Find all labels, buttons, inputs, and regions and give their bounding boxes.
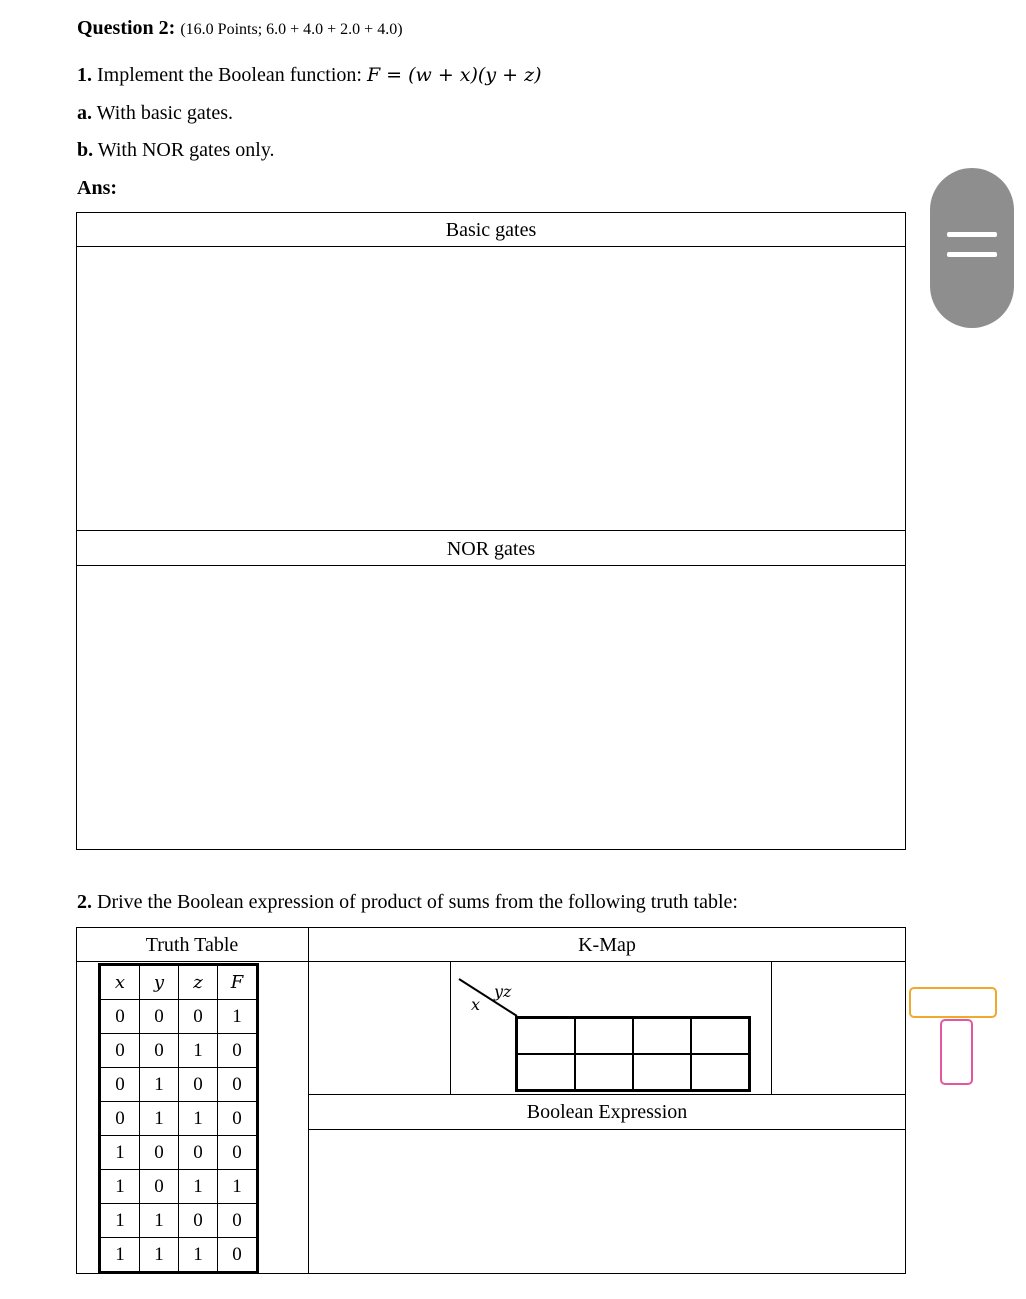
table-cell: 1 [140,1068,179,1102]
nor-gates-answer-area[interactable] [77,566,905,849]
table-cell: 1 [140,1204,179,1238]
table-row [100,1136,258,1170]
part1-a-label: a. [77,102,92,124]
part1-b-text: With NOR gates only. [97,139,275,161]
part1-b-label: b. [77,139,94,161]
kmap-header: K-Map [578,934,636,956]
scroll-handle[interactable] [930,168,1014,328]
table-cell: 0 [179,1000,218,1034]
table-cell: 1 [140,1238,179,1273]
table-cell: 1 [218,1000,258,1034]
table-cell: 0 [100,1034,140,1068]
table-row [100,1204,258,1238]
table-cell: 0 [140,1034,179,1068]
table-row [100,1238,258,1273]
table-cell: 1 [100,1204,140,1238]
part1-number: 1. [77,64,92,86]
table-cell: 1 [179,1170,218,1204]
kmap-cell[interactable] [633,1018,691,1055]
truth-table-header-row [100,965,258,1000]
kmap-cell[interactable] [633,1054,691,1091]
table-cell: 0 [100,1102,140,1136]
part1-text: Implement the Boolean function: [97,64,362,86]
table-row [100,1170,258,1204]
divider [771,961,772,1094]
table-cell: 0 [140,1000,179,1034]
divider [76,961,906,962]
table-cell: 0 [218,1136,258,1170]
table-cell: 0 [100,1068,140,1102]
table-cell: 1 [218,1170,258,1204]
truth-table-header: Truth Table [145,934,239,956]
table-row [100,1102,258,1136]
part1-b [77,138,275,162]
table-cell: 1 [100,1136,140,1170]
part1-a-text: With basic gates. [96,102,234,124]
kmap-corner-diagonal [455,975,525,1020]
table-cell: 0 [218,1102,258,1136]
divider [308,1094,906,1095]
table-cell: 0 [179,1136,218,1170]
table-cell: 0 [140,1170,179,1204]
table-cell: 0 [218,1034,258,1068]
question-heading [77,16,403,42]
table-cell: 1 [100,1170,140,1204]
table-cell: 1 [179,1034,218,1068]
table-cell: 0 [218,1204,258,1238]
kmap-cell[interactable] [517,1018,576,1055]
table-cell: 0 [100,1000,140,1034]
table-cell: 0 [218,1238,258,1273]
table-row [100,1000,258,1034]
divider [76,530,906,531]
divider [450,961,451,1094]
kmap-col-var: yz [494,982,512,1001]
truth-table-column-header: F [218,965,258,1000]
table-cell: 1 [179,1102,218,1136]
kmap-cell[interactable] [691,1018,750,1055]
table-cell: 1 [100,1238,140,1273]
table-row [100,1068,258,1102]
part1-a [77,101,233,125]
grip-line-icon [947,252,997,257]
kmap-cell[interactable] [691,1054,750,1091]
kmap-cell[interactable] [517,1054,576,1091]
table-cell: 0 [218,1068,258,1102]
truth-table [98,963,259,1274]
table-cell: 0 [140,1136,179,1170]
basic-gates-header: Basic gates [445,219,537,241]
truth-table-column-header: x [100,965,140,1000]
floating-text-box[interactable] [909,987,997,1018]
question-points: (16.0 Points; 6.0 + 4.0 + 2.0 + 4.0) [180,21,403,38]
table-row [100,1034,258,1068]
kmap-cell[interactable] [575,1018,633,1055]
part1-formula: F = (w + x)(y + z) [366,64,542,86]
part2-prompt [77,890,738,914]
boolean-expression-header: Boolean Expression [526,1101,688,1123]
floating-shape-box[interactable] [940,1019,973,1085]
part2-number: 2. [77,891,92,913]
table-cell: 1 [179,1238,218,1273]
table-cell: 1 [140,1102,179,1136]
truth-table-column-header: y [140,965,179,1000]
basic-gates-answer-area[interactable] [77,247,905,530]
truth-table-column-header: z [179,965,218,1000]
kmap-grid [515,1016,751,1092]
boolean-expression-answer-area[interactable] [309,1130,905,1273]
ans-label: Ans: [77,177,118,199]
grip-line-icon [947,232,997,237]
part1-prompt [77,63,542,87]
table-cell: 0 [179,1204,218,1238]
table-cell: 0 [179,1068,218,1102]
kmap-cell[interactable] [575,1054,633,1091]
part2-text: Drive the Boolean expression of product of sums from the following truth table: [97,891,738,913]
kmap-row-var: x [471,995,481,1014]
question-title: Question 2: [77,17,176,39]
nor-gates-header: NOR gates [446,538,536,560]
